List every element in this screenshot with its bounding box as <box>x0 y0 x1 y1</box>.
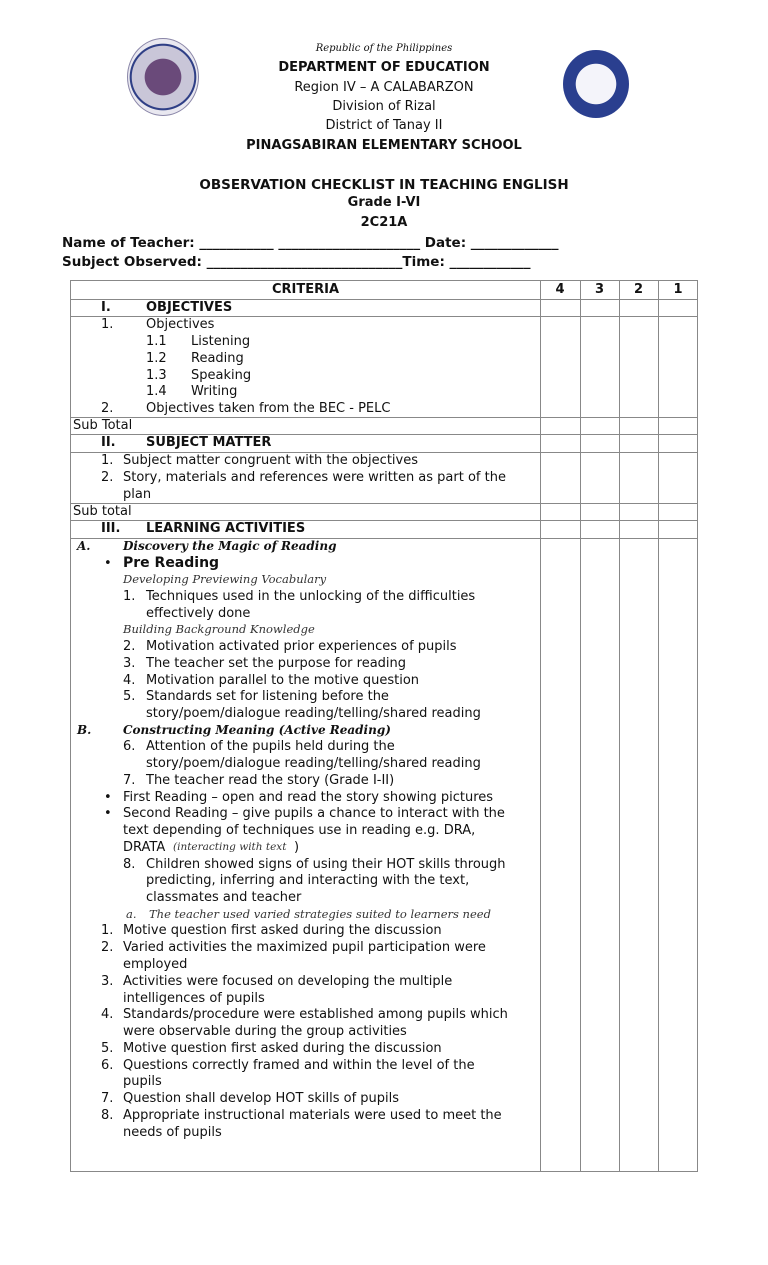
bullet-icon: • <box>104 806 112 821</box>
item-text: intelligences of pupils <box>123 991 265 1006</box>
item-text: Subject matter congruent with the objectives <box>123 453 418 468</box>
item-text: were observable during the group activities <box>123 1024 407 1039</box>
item-text: employed <box>123 957 188 972</box>
header-score-2: 2 <box>633 282 644 297</box>
item-text: Appropriate instructional materials were used to meet the <box>123 1108 502 1123</box>
item-marker: 6. <box>101 1058 114 1073</box>
item-text: Techniques used in the unlocking of the difficulties <box>146 589 476 604</box>
item-marker: 2. <box>101 940 114 955</box>
item-text: Children showed signs of using their HOT skills through <box>146 857 506 872</box>
item-marker: 1. <box>101 923 114 938</box>
item-text: Sub Total <box>73 418 133 433</box>
item-marker: 7. <box>123 773 136 788</box>
item-text: Standards/procedure were established among pupils which <box>123 1007 508 1022</box>
item-text: LEARNING ACTIVITIES <box>146 521 306 536</box>
item-text: needs of pupils <box>123 1125 222 1140</box>
item-marker: 1. <box>101 453 114 468</box>
item-marker: 1. <box>123 589 136 604</box>
item-marker: 7. <box>101 1091 114 1106</box>
item-text: Pre Reading <box>123 555 220 571</box>
item-text: Sub total <box>73 504 132 519</box>
item-marker: 1.4 <box>146 384 167 399</box>
item-text: text depending of techniques use in reading e.g. DRA, <box>123 823 476 838</box>
item-marker: 2. <box>123 639 136 654</box>
item-marker: 5. <box>101 1041 114 1056</box>
item-text: Writing <box>191 384 238 399</box>
item-text: The teacher set the purpose for reading <box>146 656 407 671</box>
item-text: Question shall develop HOT skills of pupils <box>123 1091 400 1106</box>
item-marker: B. <box>77 723 92 737</box>
item-text: Developing Previewing Vocabulary <box>123 572 327 586</box>
item-marker: 2. <box>101 470 114 485</box>
item-text: plan <box>123 487 152 502</box>
item-text: Standards set for listening before the <box>146 689 389 704</box>
item-text: Attention of the pupils held during the <box>146 739 395 754</box>
item-text: Objectives <box>146 317 215 332</box>
teacher-date-field[interactable]: Name of Teacher: ___________ _____________________ Date: _____________ <box>62 235 559 251</box>
item-note: (interacting with text <box>173 841 287 853</box>
item-text: Discovery the Magic of Reading <box>123 539 337 553</box>
school-name: PINAGSABIRAN ELEMENTARY SCHOOL <box>246 138 522 153</box>
item-marker: 3. <box>123 656 136 671</box>
division-name: Division of Rizal <box>332 99 436 114</box>
header-score-1: 1 <box>673 282 683 297</box>
item-marker: A. <box>77 539 91 553</box>
page-title: OBSERVATION CHECKLIST IN TEACHING ENGLISH <box>199 177 569 193</box>
item-text: Objectives taken from the BEC - PELC <box>146 401 391 416</box>
item-text: Constructing Meaning (Active Reading) <box>123 723 391 737</box>
item-marker: I. <box>101 300 111 315</box>
department-name: DEPARTMENT OF EDUCATION <box>278 60 490 75</box>
criteria-table <box>70 280 698 1172</box>
grade-level: Grade I-VI <box>347 195 421 210</box>
subject-time-field[interactable]: Subject Observed: _____________________________Time: ____________ <box>62 254 531 270</box>
item-text: DRATA <box>123 840 166 855</box>
item-text: Motivation parallel to the motive question <box>146 673 420 688</box>
district-name: District of Tanay II <box>325 118 443 133</box>
item-text: Questions correctly framed and within the level of the <box>123 1058 475 1073</box>
item-marker: 1. <box>101 317 114 332</box>
item-marker: 4. <box>101 1007 114 1022</box>
form-code: 2C21A <box>360 215 408 230</box>
item-text: Story, materials and references were written as part of the <box>123 470 506 485</box>
item-marker: 2. <box>101 401 114 416</box>
item-marker: III. <box>101 521 121 536</box>
item-text: Listening <box>191 334 251 349</box>
item-text: predicting, inferring and interacting with the text, <box>146 873 470 888</box>
item-marker: 5. <box>123 689 136 704</box>
item-marker: 1.2 <box>146 351 167 366</box>
item-text: classmates and teacher <box>146 890 302 905</box>
header-criteria: CRITERIA <box>271 282 340 297</box>
republic-line: Republic of the Philippines <box>315 43 453 54</box>
closing-paren: ) <box>294 840 300 855</box>
header-score-4: 4 <box>555 282 565 297</box>
item-marker: 8. <box>101 1108 114 1123</box>
item-marker: 4. <box>123 673 136 688</box>
bullet-icon: • <box>104 556 112 571</box>
item-marker: II. <box>101 435 116 450</box>
item-text: The teacher read the story (Grade I-II) <box>146 773 395 788</box>
item-text: SUBJECT MATTER <box>146 435 272 450</box>
item-text: The teacher used varied strategies suited to learners need <box>149 907 491 921</box>
item-marker: 8. <box>123 857 136 872</box>
item-text: Building Background Knowledge <box>123 622 315 636</box>
item-text: Motivation activated prior experiences of pupils <box>146 639 457 654</box>
item-text: Varied activities the maximized pupil participation were <box>123 940 486 955</box>
item-text: OBJECTIVES <box>146 300 233 315</box>
bullet-icon: • <box>104 790 112 805</box>
item-text: Activities were focused on developing the multiple <box>123 974 453 989</box>
item-text: First Reading – open and read the story showing pictures <box>123 790 494 805</box>
item-marker: 1.3 <box>146 368 167 383</box>
item-text: Motive question first asked during the discussion <box>123 1041 442 1056</box>
item-text: effectively done <box>146 606 251 621</box>
item-marker: 3. <box>101 974 114 989</box>
region-name: Region IV – A CALABARZON <box>294 80 474 95</box>
item-text: story/poem/dialogue reading/telling/shared reading <box>146 756 481 771</box>
item-marker: a. <box>126 907 137 921</box>
item-text: Second Reading – give pupils a chance to interact with the <box>123 806 505 821</box>
item-text: Reading <box>191 351 244 366</box>
item-text: Motive question first asked during the discussion <box>123 923 442 938</box>
item-marker: 1.1 <box>146 334 167 349</box>
item-marker: 6. <box>123 739 136 754</box>
item-text: pupils <box>123 1074 162 1089</box>
header-score-3: 3 <box>594 282 605 297</box>
item-text: Speaking <box>191 368 252 383</box>
item-text: story/poem/dialogue reading/telling/shared reading <box>146 706 481 721</box>
